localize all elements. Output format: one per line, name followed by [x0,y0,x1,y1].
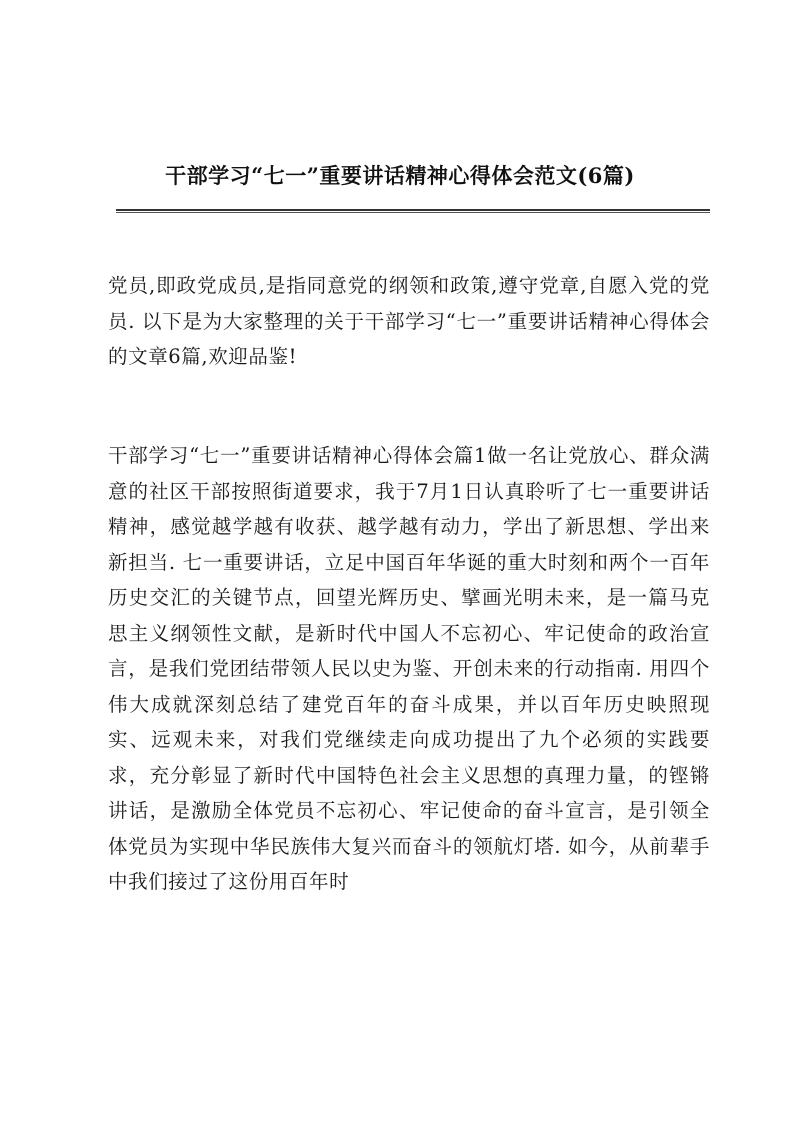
title-divider [116,209,710,213]
body-paragraph: 干部学习“七一”重要讲话精神心得体会篇1做一名让党放心、群众满意的社区干部按照街道要求，我于7月1日认真聆听了七一重要讲话精神，感觉越学越有收获、越学越有动力，学出了新思想、学出来新担当. 七一重要讲话，立足中国百年华诞的重大时刻和两个一百年历史交汇的关键节点，回望光辉历史、擘画光明未来，是一篇马克思主义纲领性文献，是新时代中国人不忘初心、牢记使命的政治宣言，是我们党团结带领人民以史为鉴、开创未来的行动指南. 用四个伟大成就深刻总结了建党百年的奋斗成果，并以百年历史映照现实、远观未来，对我们党继续走向成功提出了九个必须的实践要求，充分彰显了新时代中国特色社会主义思想的真理力量，的铿锵讲话，是激励全体党员不忘初心、牢记使命的奋斗宣言，是引领全体党员为实现中华民族伟大复兴而奋斗的领航灯塔. 如今，从前辈手中我们接过了这份用百年时 [108,444,710,893]
document-title: 干部学习“七一”重要讲话精神心得体会范文(6篇) [165,163,635,188]
intro-paragraph: 党员,即政党成员,是指同意党的纲领和政策,遵守党章,自愿入党的党员. 以下是为大家整理的关于干部学习“七一”重要讲话精神心得体会的文章6篇,欢迎品鉴! [108,274,710,368]
